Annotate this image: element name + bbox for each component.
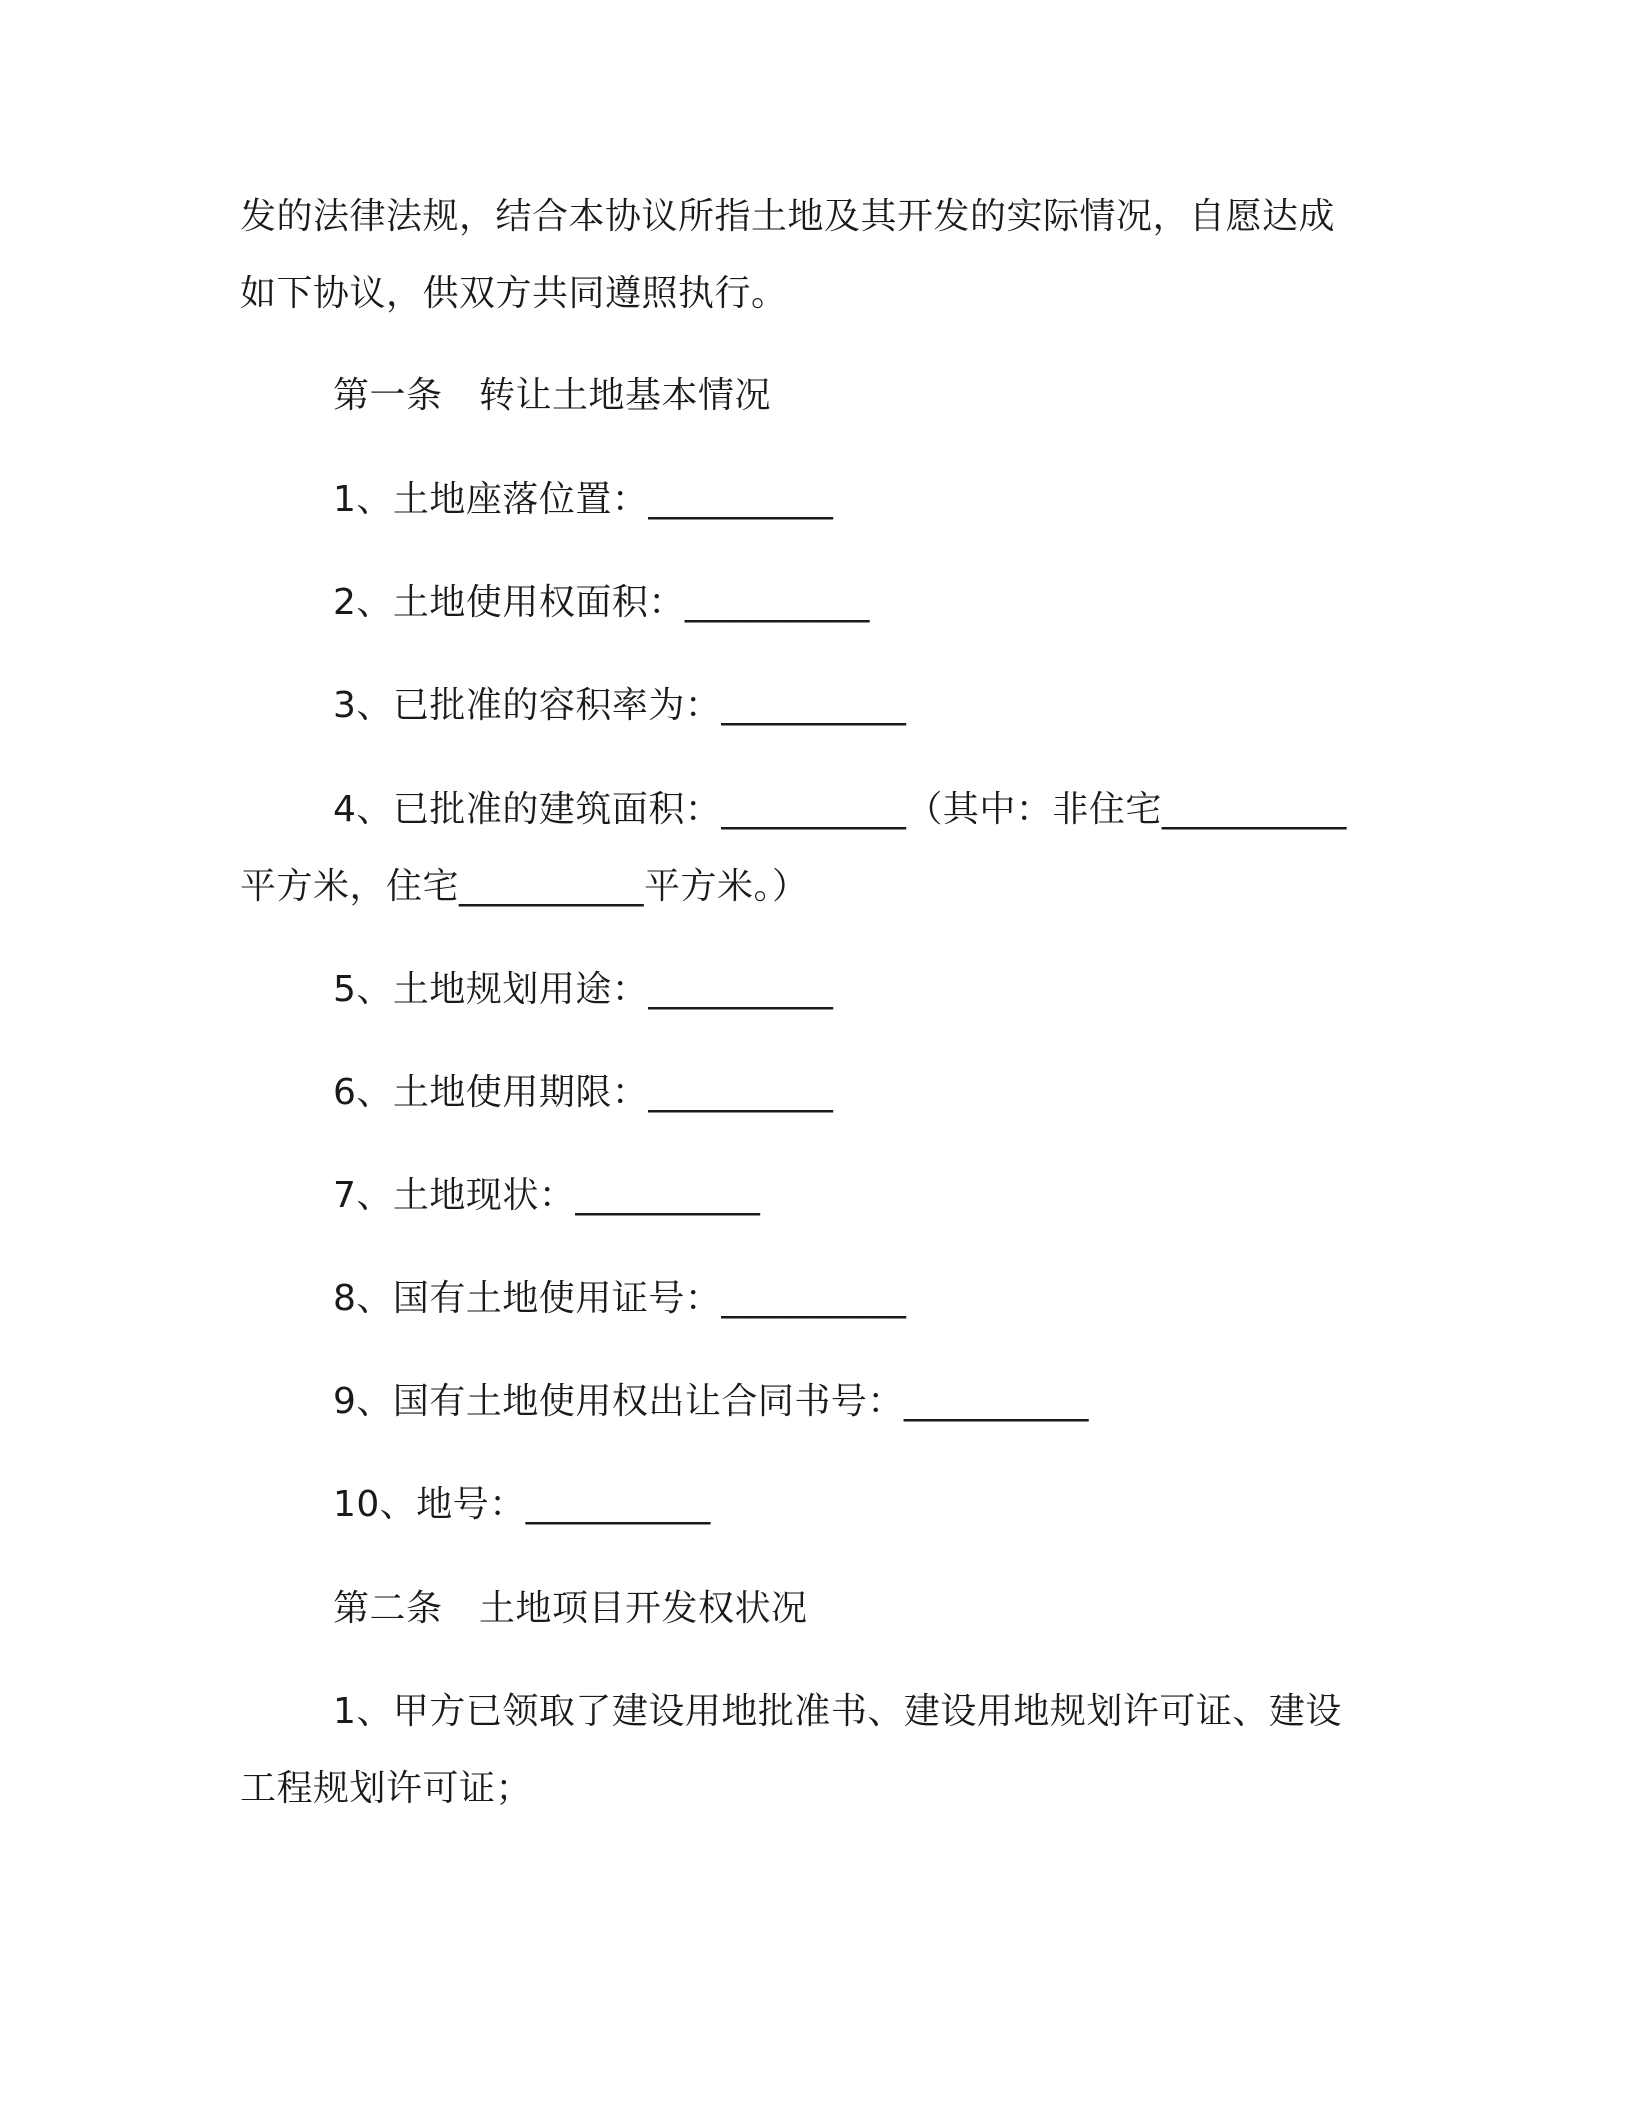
list-item: 1、甲方已领取了建设用地批准书、建设用地规划许可证、建设: [333, 1691, 1342, 1732]
list-item: 2、土地使用权面积：__________: [333, 582, 870, 623]
paragraph-line: 发的法律法规，结合本协议所指土地及其开发的实际情况，自愿达成: [240, 196, 1336, 237]
list-item: 5、土地规划用途：__________: [333, 969, 834, 1010]
list-item-continuation: 平方米，住宅__________平方米。）: [240, 866, 809, 907]
list-item: 8、国有土地使用证号：__________: [333, 1278, 907, 1319]
list-item-continuation: 工程规划许可证；: [240, 1768, 533, 1809]
list-item: 4、已批准的建筑面积：__________（其中：非住宅__________: [333, 789, 1347, 830]
list-item: 9、国有土地使用权出让合同书号：__________: [333, 1381, 1089, 1422]
list-item: 7、土地现状：__________: [333, 1175, 761, 1216]
list-item: 6、土地使用期限：__________: [333, 1072, 834, 1113]
paragraph-line: 如下协议，供双方共同遵照执行。: [240, 273, 788, 314]
article-heading: 第一条 转让土地基本情况: [333, 375, 772, 416]
list-item: 3、已批准的容积率为：__________: [333, 685, 907, 726]
list-item: 1、土地座落位置：__________: [333, 479, 834, 520]
list-item: 10、地号：__________: [333, 1484, 711, 1525]
article-heading: 第二条 土地项目开发权状况: [333, 1588, 808, 1629]
